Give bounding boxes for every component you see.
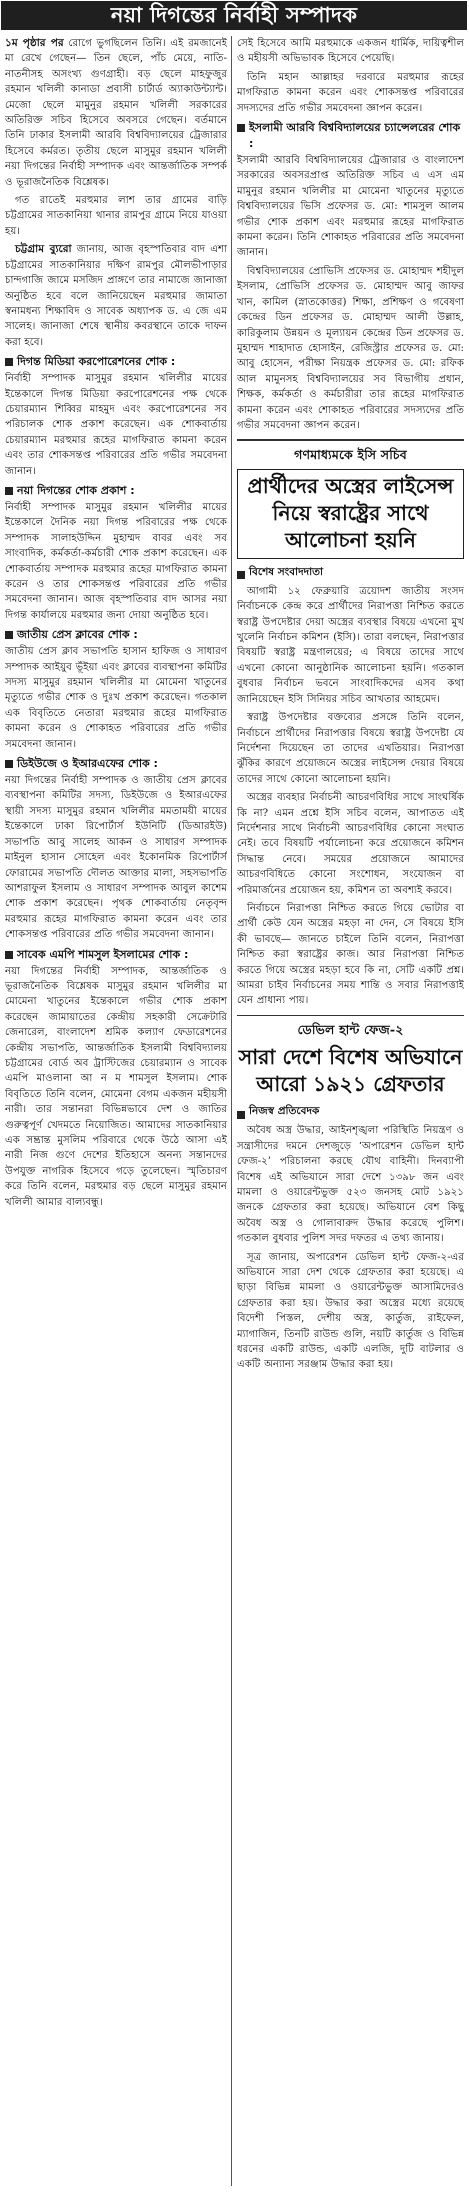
article-byline	[237, 565, 464, 582]
left-column	[5, 36, 227, 2189]
sub-headline	[5, 627, 227, 643]
sub-headline-text: সাবেক এমপি শামসুল ইসলামের শোক :	[17, 947, 189, 961]
square-bullet-icon	[5, 358, 13, 366]
article-headline: সারা দেশে বিশেষ অভিযানে আরো ১৯২১ গ্রেফতার	[238, 1045, 463, 1097]
square-bullet-icon	[5, 951, 13, 959]
byline-text: নিজস্ব প্রতিবেদক	[249, 1105, 320, 1118]
continuation-paragraph	[5, 36, 227, 190]
byline-text: বিশেষ সংবাদদাতা	[249, 565, 324, 578]
article-paragraph: আগামী ১২ ফেব্রুয়ারি ত্রয়োদশ জাতীয় সংসদ নির্বাচনকে কেন্দ্র করে প্রার্থীদের নিরাপত্তা নিশ্চিত করতে স্বরাষ্ট্র উপদেষ্টার দেয়া অস্ত্রের ব্যবস্থার বিষয়ে এখনো মুখ খুলেনি নির্বাচন কমিশন (ইসি)। তারা বলছেন, নিরাপত্তার বিষয়টি স্বরাষ্ট্র মন্ত্রণালয়ের; এ বিষয়ে তাদের সাথে এখনো কোনো আনুষ্ঠানিক আলোচনা হয়নি। গতকাল বুধবার নির্বাচন ভবনে সাংবাদিকদের এসব কথা জানিয়েছেন ইসি সিনিয়র সচিব আখতার আহমেদ।	[237, 585, 464, 705]
article-paragraph: অবৈধ অস্ত্র উদ্ধার, আইনশৃঙ্খলা পরিস্থিতি নিয়ন্ত্রণ ও সন্ত্রাসীদের দমনে দেশজুড়ে ‘অপারেশন ডেভিল হান্ট ফেজ-২’ পরিচালনা করছে যৌথ বাহিনী। দিনব্যাপী বিশেষ এই অভিযানে সারা দেশে ১৩৯৮ জন এবং মামলা ও ওয়ারেন্টভুক্ত ৫২৩ জনসহ মোট ১৯২১ জনকে গ্রেফতার করা হয়েছে। অভিযানে বেশ কিছু অবৈধ অস্ত্র ও গোলাবারুদ উদ্ধার করেছে পুলিশ। গতকাল বুধবার পুলিশ সদর দফতর এ তথ্য জানায়।	[237, 1125, 464, 1245]
sub-headline	[5, 756, 227, 772]
section-text: বিশ্ববিদ্যালয়ের প্রোভিসি প্রফেসর ড. মোহাম্মদ শহীদুল ইসলাম, প্রোভিসি প্রফেসর ড. মোহাম্মদ আবু জাফর খান, কামিল (স্নাতকোত্তর) শিক্ষা, প্রশিক্ষণ ও গবেষণা কেন্দ্রের ডিন প্রফেসর ড. মোহাম্মদ আলী উল্লাহ, কারিকুলাম উন্নয়ন ও মূল্যায়ন কেন্দ্রের ডিন প্রফেসর ড. মুহাম্মদ শাহাদাত হোসাইন, রেজিস্ট্রার প্রফেসর ড. মো: আবু হোসেন, পরীক্ষা নিয়ন্ত্রক প্রফেসর ড. মো: রফিক আল মামুনসহ বিশ্ববিদ্যালয়ের সব বিভাগীয় প্রধান, শিক্ষক, কর্মকর্তা ও কর্মচারীরা তার রূহের মাগফিরাত কামনা করেন এবং শোকাহত পরিবারের সদস্যদের প্রতি গভীর সমবেদনা জ্ঞাপন করেন।	[237, 265, 464, 431]
article-paragraph: স্বরাষ্ট্র উপদেষ্টার বক্তব্যের প্রসঙ্গে তিনি বলেন, নির্বাচনে প্রার্থীদের নিরাপত্তার বিষয়ে স্বরাষ্ট্র উপদেষ্টা যে নির্দেশনা দিয়েছেন তা তাদের এখতিয়ার। নিরাপত্তা ঝুঁকির কারণে প্রয়োজনে অস্ত্রের লাইসেন্স দেয়ার বিষয়ে তাদের সাথে কোনো আলোচনা হয়নি।	[237, 712, 464, 785]
square-bullet-icon	[5, 487, 13, 495]
paragraph: তিনি মহান আল্লাহর দরবারে মরহুমার রূহের মাগফিরাত কামনা করেন এবং শোকসন্তপ্ত পরিবারের সদস্যদের প্রতি গভীর সমবেদনা জ্ঞাপন করেন।	[237, 71, 464, 114]
square-bullet-icon	[5, 631, 13, 639]
square-bullet-icon	[5, 760, 13, 768]
section-text: ইসলামী আরবি বিশ্ববিদ্যালয়ের ট্রেজারার ও বাংলাদেশ সরকারের অবসরপ্রাপ্ত অতিরিক্ত সচিব এ এস এম মামুনুর রহমান খলিলীর মা মোমেনা খাতুনের মৃত্যুতে বিশ্ববিদ্যালয়ের ভিসি প্রফেসর ড. মো: শামসুল আলম গভীর শোক প্রকাশ এবং মরহুমার রূহের মাগফিরাত কামনা করেন। তিনি শোকাহত পরিবারের প্রতি সমবেদনা জানান।	[237, 155, 464, 259]
right-column	[237, 36, 464, 2189]
square-bullet-icon	[237, 571, 245, 579]
article-byline	[237, 1104, 464, 1121]
sub-headline-text: জাতীয় প্রেস ক্লাবের শোক :	[17, 628, 138, 642]
article-paragraph: অস্ত্রের ব্যবহার নির্বাচনী আচরণবিধির সাথে সাংঘর্ষিক কি না? এমন প্রশ্নে ইসি সচিব বলেন, আপাতত এই নির্দেশনার সাথে নির্বাচনী আচরণবিধির কোনো সংঘাত নেই। তবে বিষয়টি পর্যালোচনা করে প্রয়োজনে কমিশন সিদ্ধান্ত নেবে। সময়ের প্রয়োজনে আমাদের আচরণবিধিতে কোনো সংশোধন, সংযোজন বা পরিমার্জনের প্রয়োজন হয়, কমিশন তা অবশ্যই করবে।	[237, 792, 464, 896]
article-divider	[237, 1015, 464, 1017]
sub-headline-text: নয়া দিগন্তের শোক প্রকাশ :	[17, 483, 135, 497]
square-bullet-icon	[237, 1111, 245, 1119]
section-head: চট্টগ্রাম ব্যুরো	[15, 243, 72, 256]
continued-from-label: ১ম পৃষ্ঠার পর	[5, 37, 64, 49]
section-text: জাতীয় প্রেস ক্লাব সভাপতি হাসান হাফিজ ও সাধারণ সম্পাদক আইয়ুব ভূঁইয়া এবং ক্লাবের ব্যবস্থাপনা কমিটির সদস্য মাসুমুর রহমান খলিলীর মা মোমেনা খাতুনের মৃত্যুতে গভীর শোক ও দুঃখ প্রকাশ করেছেন। গতকাল এক বিবৃতিতে নেতারা মরহুমার রূহের মাগফিরাত কামনা করেন ও শোকাহত পরিবারের প্রতি গভীর সমবেদনা জানান।	[5, 646, 227, 750]
sub-headline-text: ডিইউজে ও ইআরএফের শোক :	[17, 757, 158, 771]
section-text: নয়া দিগন্তের নির্বাহী সম্পাদক, আন্তর্জাতিক ও ভূরাজনৈতিক বিশ্লেষক মাসুমুর রহমান খলিলীর মা মোমেনা খাতুনের ইন্তেকালে গভীর শোক প্রকাশ করেছেন জামায়াতের কেন্দ্রীয় সহকারী সেক্রেটারি জেনারেল, বাংলাদেশ শ্রমিক কল্যাণ ফেডারেশনের কেন্দ্রীয় সভাপতি, আন্তর্জাতিক ইসলামী বিশ্ববিদ্যালয় চট্টগ্রামের বোর্ড অব ট্রাস্টিজের চেয়ারম্যান ও সাবেক এমপি মাওলানা আ ন ম শামসুল ইসলাম। শোক বিবৃতিতে তিনি বলেন, মোমেনা বেগম একজন মহীয়সী নারী। তার সন্তানরা বিভিন্নভাবে দেশ ও জাতির গুরুত্বপূর্ণ খেদমতে নিয়োজিত। আমাদের সাতকানিয়ার এক সম্ভ্রান্ত মুসলিম পরিবারে থেকে উঠে আসা এই নারী নিজ গুণে দেশের ইতিহাসে অনন্য সন্তানদের উপযুক্ত নাগরিক হিসেবে গড়ে তুলেছেন। স্মৃতিচারণ করে তিনি বলেন, মরহুমার বড় ছেলে মাসুমুর রহমান খলিলী আমার বাল্যবন্ধু।	[5, 965, 227, 1208]
paragraph-text: রোগে ভুগছিলেন তিনি। এই রমজানেই মা রেখে গেছেন— তিন ছেলে, পাঁচ মেয়ে, নাতি-নাতনীসহ অসংখ্য গুণগ্রাহী। বড় ছেলে মাহফুজুর রহমান খলিলী কানাডা প্রবাসী চার্টার্ড অ্যাকাউন্ট্যান্ট। মেজো ছেলে মামুনুর রহমান খলিলী সরকারের অতিরিক্ত সচিব হিসেবে অবসরে গেছেন। বর্তমানে তিনি ঢাকার ইসলামী আরবি বিশ্ববিদ্যালয়ের ট্রেজারার হিসেবে কর্মরত। তৃতীয় ছেলে মাসুমুর রহমান খলিলী নয়া দিগন্তের নির্বাহী সম্পাদক এবং আন্তর্জাতিক সম্পর্ক ও ভূরাজনৈতিক বিশ্লেষক।	[5, 38, 227, 188]
sub-headline	[5, 354, 227, 370]
sub-headline	[5, 483, 227, 499]
section-text: জানায়, আজ বৃহস্পতিবার বাদ এশা চট্টগ্রামের সাতকানিয়ার দক্ষিণ রামপুর মৌলভীপাড়ার চান্দগাজি জামে মসজিদ প্রাঙ্গণে তার নামাজে জানাজা অনুষ্ঠিত হবে বলে জানিয়েছেন মরহুমার জামাতা স্বনামধন্য শিক্ষাবিদ ও সাবেক অধ্যাপক ড. এ জে এম সালেহ। জানাজা শেষে স্থানীয় কবরস্থানে তাকে দাফন করা হবে।	[5, 244, 227, 348]
paragraph: গত রাতেই মরহুমার লাশ তার গ্রামের বাড়ি চট্টগ্রামের সাতকানিয়া থানার রামপুর গ্রামে নিয়ে যাওয়া হয়।	[5, 195, 227, 237]
article-paragraph: সূত্র জানায়, অপারেশন ডেভিল হান্ট ফেজ-২-এর অভিযানে সারা দেশ থেকে গ্রেফতার করা হয়েছে। এ ছাড়া বিভিন্ন মামলা ও ওয়ারেন্টভুক্ত আসামিদেরও গ্রেফতার করা হয়। উদ্ধার করা অস্ত্রের মধ্যে রয়েছে বিদেশী পিস্তল, দেশীয় অস্ত্র, কার্তুজ, রাইফেল, ম্যাগাজিন, তিনটি রাউন্ড গুলি, নয়টি কার্তুজ ও বিভিন্ন ধরনের একটি রাউন্ড, একটি এলজি, দুটি বাটলার ও একটি অন্যান্য সরঞ্জাম উদ্ধার করা হয়।	[237, 1251, 464, 1371]
sub-headline-text: ইসলামী আরবি বিশ্ববিদ্যালয়ের চ্যান্সেলরের শোক :	[249, 121, 461, 151]
article-headline: প্রার্থীদের অস্ত্রের লাইসেন্স নিয়ে স্বরাষ্ট্রের সাথে আলোচনা হয়নি	[237, 469, 464, 559]
sub-headline	[237, 120, 464, 152]
square-bullet-icon	[237, 124, 245, 132]
article-paragraph: নির্বাচনে নিরাপত্তা নিশ্চিত করতে গিয়ে ভোটার বা প্রার্থী কেউ যেন অস্ত্রের মহড়া না দেন, সে বিষয়ে ইসি কী ভাবছে— জানতে চাইলে তিনি বলেন, নিরাপত্তা নিশ্চিত করা স্বরাষ্ট্রের কাজ। আর নিরাপত্তা নিশ্চিত করতে গিয়ে অস্ত্রের মহড়া হবে কি না, সেটি একটি প্রশ্ন। আমরা চাইব নির্বাচনের সময় শান্তি ও সবার নিরাপত্তাই যেন প্রাধান্য পায়।	[237, 902, 464, 1007]
article-divider	[237, 439, 464, 441]
section-text: নির্বাহী সম্পাদক মাসুমুর রহমান খলিলীর মায়ের ইন্তেকালে দৈনিক নয়া দিগন্ত পরিবারের পক্ষ থেকে সম্পাদক সালাহউদ্দিন মুহাম্মদ বাবর এবং সব সাংবাদিক, কর্মকর্তা-কর্মচারী শোক প্রকাশ করেছেন। এক শোকবার্তায় সম্পাদক মরহুমার রূহের মাগফিরাত কামনা করেন ও তার শোকসন্তপ্ত পরিবারের প্রতি গভীর সমবেদনা জানান। আজ বৃহস্পতিবার বাদ আসর নয়া দিগন্ত কার্যালয়ে মরহুমার জন্য দোয়া অনুষ্ঠিত হবে।	[5, 501, 227, 621]
section-text: নির্বাহী সম্পাদক মাসুমুর রহমান খলিলীর মায়ের ইন্তেকালে দিগন্ত মিডিয়া করপোরেশনের পক্ষ থেকে চেয়ারম্যান শিব্বির মাহমুদ এবং করপোরেশনের সব পরিচালক শোক প্রকাশ করেছেন। এক শোকবার্তায় চেয়ারম্যান মরহুমার রূহের মাগফিরাত কামনা করেন এবং তার শোকসন্তপ্ত পরিবারের প্রতি গভীর সমবেদনা জানান।	[5, 373, 227, 477]
sub-headline-text: দিগন্ত মিডিয়া করপোরেশনের শোক :	[17, 355, 176, 369]
sub-headline	[5, 947, 227, 963]
paragraph: সেই হিসেবে আমি মরহুমাকে একজন ধার্মিক, দায়িত্বশীল ও মহীয়সী অভিভাবক হিসেবে পেয়েছি।	[237, 38, 464, 65]
article-kicker: গণমাধ্যমকে ইসি সচিব	[294, 446, 407, 462]
section-text: নয়া দিগন্তের নির্বাহী সম্পাদক ও জাতীয় প্রেস ক্লাবের ব্যবস্থাপনা কমিটির সদস্য, ডিইউজে ও ইআরএফের স্থায়ী সদস্য মাসুমুর রহমান খলিলীর মমতাময়ী মায়ের ইন্তেকালে ঢাকা রিপোর্টার্স ইউনিটি (ডিআরইউ) সভাপতি আবু সালেহ আকন ও সাধারণ সম্পাদক মাইনুল হাসান সোহেল এবং ইকোনমিক রিপোর্টার্স ফোরামের সভাপতি দৌলত আক্তার মালা, সহসভাপতি আশরাফুল ইসলাম ও সাধারণ সম্পাদক আবুল কাশেম শোক প্রকাশ করেছেন। পৃথক শোকবার্তায় নেতৃবৃন্দ মরহুমার রূহের মাগফিরাত কামনা করেন এবং তার শোকসন্তপ্ত পরিবারের প্রতি গভীর সমবেদনা জানান।	[5, 775, 227, 941]
column-divider	[231, 36, 232, 2186]
section-paragraph	[5, 242, 227, 350]
page-banner-title: নয়া দিগন্তের নির্বাহী সম্পাদক	[1, 1, 467, 30]
article-kicker: ডেভিল হান্ট ফেজ-২	[297, 1022, 404, 1038]
